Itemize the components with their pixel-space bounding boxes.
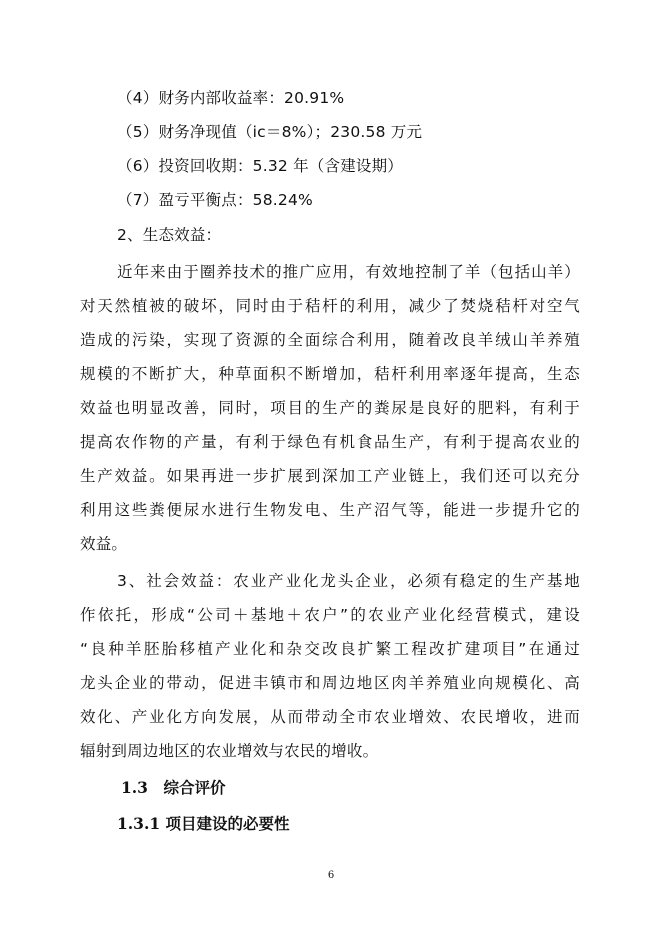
eco-heading: 2、生态效益： [117, 226, 222, 244]
page-number: 6 [327, 870, 335, 881]
social-line-1: 3、社会效益：农业产业化龙头企业，必须有稳定的生产基地 [117, 572, 580, 590]
social-line-2: 作依托，形成“公司＋基地＋农户”的农业产业化经营模式，建设 [80, 606, 580, 624]
social-line-4: 龙头企业的带动，促进丰镇市和周边地区肉羊养殖业向规模化、高 [80, 674, 580, 692]
social-line-3: “良种羊胚胎移植产业化和杂交改良扩繁工程改扩建项目”在通过 [80, 640, 580, 658]
eco-line-7: 生产效益。如果再进一步扩展到深加工产业链上，我们还可以充分 [80, 467, 580, 485]
eco-line-8: 利用这些粪便尿水进行生物发电、生产沼气等，能进一步提升它的 [80, 501, 580, 519]
eco-line-3: 造成的污染，实现了资源的全面综合利用，随着改良羊绒山羊养殖 [80, 331, 580, 349]
eco-line-5: 效益也明显改善，同时，项目的生产的粪尿是良好的肥料，有利于 [80, 399, 580, 417]
financial-item-npv: （5）财务净现值（ic＝8%）；230.58 万元 [117, 123, 423, 141]
section-heading: 1.3 综合评价 [121, 778, 226, 797]
subsection-heading: 1.3.1 项目建设的必要性 [117, 814, 290, 833]
eco-line-9: 效益。 [80, 535, 128, 553]
eco-line-2: 对天然植被的破坏，同时由于秸杆的利用，减少了焚烧秸杆对空气 [80, 297, 580, 315]
financial-item-breakeven: （7）盈亏平衡点：58.24% [117, 191, 313, 209]
financial-item-irr: （4）财务内部收益率：20.91% [117, 89, 345, 107]
eco-line-6: 提高农作物的产量，有利于绿色有机食品生产，有利于提高农业的 [80, 433, 580, 451]
social-line-5: 效化、产业化方向发展，从而带动全市农业增效、农民增收，进而 [80, 708, 580, 726]
eco-line-4: 规模的不断扩大，种草面积不断增加，秸杆利用率逐年提高，生态 [80, 365, 580, 383]
eco-line-1: 近年来由于圈养技术的推广应用，有效地控制了羊（包括山羊） [117, 263, 580, 281]
financial-item-payback: （6）投资回收期：5.32 年（含建设期） [117, 157, 404, 175]
social-line-6: 辐射到周边地区的农业增效与农民的增收。 [80, 742, 379, 760]
